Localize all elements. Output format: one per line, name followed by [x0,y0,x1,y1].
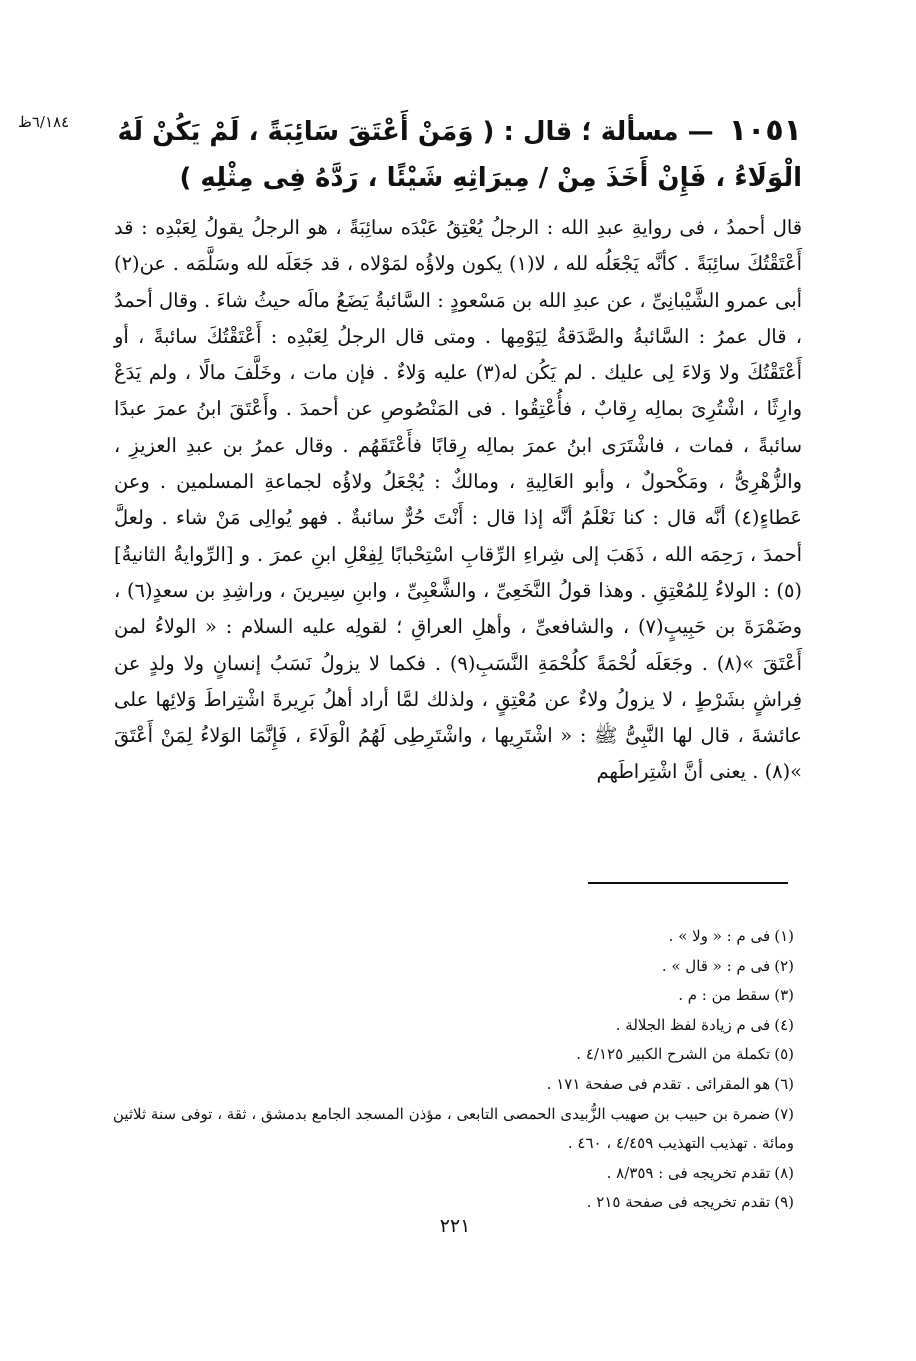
issue-heading [112,108,802,201]
footnote-item [110,1159,794,1189]
footnote-item [110,922,794,952]
footnote-item [110,981,794,1011]
manuscript-margin-reference: ٦/١٨٤ظ [18,113,70,131]
footnote-text: سقط من : م . [678,986,771,1005]
page-number: ٢٢١ [439,1215,471,1237]
footnote-number: (٣) [774,986,794,1005]
footnote-text: فى م زيادة لفظ الجلالة . [615,1015,771,1034]
main-body-text: قال أحمدُ ، فى روايةِ عبدِ الله : الرجلُ يُعْتِقُ عَبْدَه سائِبَةً ، هو الرجلُ يقولُ لِعَبْدِه : قد أَعْتَقْتُكَ سائِبَةً . كأنَّه يَجْعَلُه لله ، لا(١) يكون ولاؤُه لمَوْلاه ، قد جَعَلَه لله وسَلَّمَه . عن(٢) أبى عمرو الشَّيْبانِىِّ ، عن عبدِ الله بن مَسْعودٍ : السَّائبةُ يَضَعُ مالَه حيثُ شاءَ . وقال أحمدُ ، قال عمرُ : السَّائبةُ والصَّدَقةُ لِيَوْمِها . ومتى قال الرجلُ لِعَبْدِه : أَعْتَقْتُكَ سائبةً ، أو أَعْتَقْتُكَ ولا وَلاءَ لِى عليك . لم يَكُن له(٣) عليه وَلاءٌ . فإن مات ، وخَلَّفَ مالًا ، ولم يَدَعْ وارِثًا ، اشْتُرِىَ بمالِه رِقابٌ ، فأُعْتِقُوا . فى المَنْصُوصِ عن أحمدَ . وأَعْتَقَ ابنُ عمرَ عبدًا سائبةً ، فمات ، فاشْتَرَى ابنُ عمرَ بمالِه رِقابًا فأَعْتَقَهُم . وقال عمرُ بن عبدِ العزيزِ ، والزُّهْرِىُّ ، ومَكْحولٌ ، وأبو العَالِيةِ ، ومالكٌ : يُجْعَلُ ولاؤُه لجماعةِ المسلمين . وعن عَطاءٍ(٤) أنَّه قال : كنا نَعْلَمُ أنَّه إذا قال : أَنْتَ حُرٌّ سائبةٌ . فهو يُوالِى مَنْ شاء . ولعلَّ أحمدَ ، رَحِمَه الله ، ذَهَبَ إلى شِراءِ الرِّقابِ اسْتِحْبابًا لِفِعْلِ ابنِ عمرَ . و [الرِّوايةُ الثانيةُ](٥) : الولاءُ لِلمُعْتِقِ . وهذا قولُ النَّخَعِىِّ ، والشَّعْبِىِّ ، وابنِ سِيرينَ ، وراشِدِ بن سعدٍ(٦) ، وضَمْرَةَ بن حَبِيبٍ(٧) ، والشافعىِّ ، وأهلِ العراقِ ؛ لقولِه عليه السلام : « الولاءُ لمن أَعْتَقَ »(٨) . وجَعَلَه لُحْمَةً كلُحْمَةِ النَّسَبِ(٩) . فكما لا يزولُ نَسَبُ إنسانٍ ولا ولدٍ عن فِراشٍ بشَرْطٍ ، لا يزولُ ولاءٌ عن مُعْتِقٍ ، ولذلك لمَّا أراد أهلُ بَرِيرةَ اشْتِراطَ وَلائِها على عائشةَ ، قال لها النَّبِىُّ ﷺ : « اشْتَرِيها ، واشْتَرِطِى لَهُمُ الْوَلَاءَ ، فَإِنَّمَا الوَلاءُ لِمَنْ أَعْتَقَ »(٨) . يعنى أنَّ اشْتِراطَهم [114,216,802,784]
footnote-item [110,1188,794,1218]
footnote-number: (٨) [774,1163,794,1182]
footnotes-list [110,922,794,1218]
footnote-number: (٧) [774,1104,794,1123]
footnote-text: تكملة من الشرح الكبير ٤/١٢٥ . [576,1045,771,1064]
footnote-item [110,1040,794,1070]
footnote-number: (٤) [774,1015,794,1034]
footnote-continuation: ومائة . تهذيب التهذيب ٤/٤٥٩ ، ٤٦٠ . [567,1134,794,1153]
issue-number: ١٠٥١ [728,113,802,148]
footnote-text: هو المقرائى . تقدم فى صفحة ١٧١ . [546,1074,771,1093]
footnote-item [110,1100,794,1159]
footnote-number: (٢) [774,956,794,975]
footnote-text: فى م : « قال » . [661,956,771,975]
footnote-number: (٦) [774,1074,794,1093]
footnote-number: (٥) [774,1045,794,1064]
footnote-text: تقدم تخريجه فى : ٨/٣٥٩ . [606,1163,771,1182]
footnote-number: (٩) [774,1193,794,1212]
footnote-text: ضمرة بن حبيب بن صهيب الزُّبيدى الحمصى التابعى ، مؤذن المسجد الجامع بدمشق ، ثقة ، توفى سنة ثلاثين [112,1104,771,1123]
footnote-item [110,1011,794,1041]
issue-title: — مسألة ؛ قال : ( وَمَنْ أَعْتَقَ سَائِبَةً ، لَمْ يَكُنْ لَهُ الْوَلَاءُ ، فَإِنْ أَخَذَ مِنْ / مِيرَاثِهِ شَيْئًا ، رَدَّهُ فِى مِثْلِهِ ) [117,117,802,193]
footnote-item [110,952,794,982]
footnote-number: (١) [774,927,794,945]
footnote-text: فى م : « ولا » . [668,927,771,945]
footnote-item [110,1070,794,1100]
footnote-text: تقدم تخريجه فى صفحة ٢١٥ . [586,1193,771,1212]
footnote-separator [588,882,788,884]
